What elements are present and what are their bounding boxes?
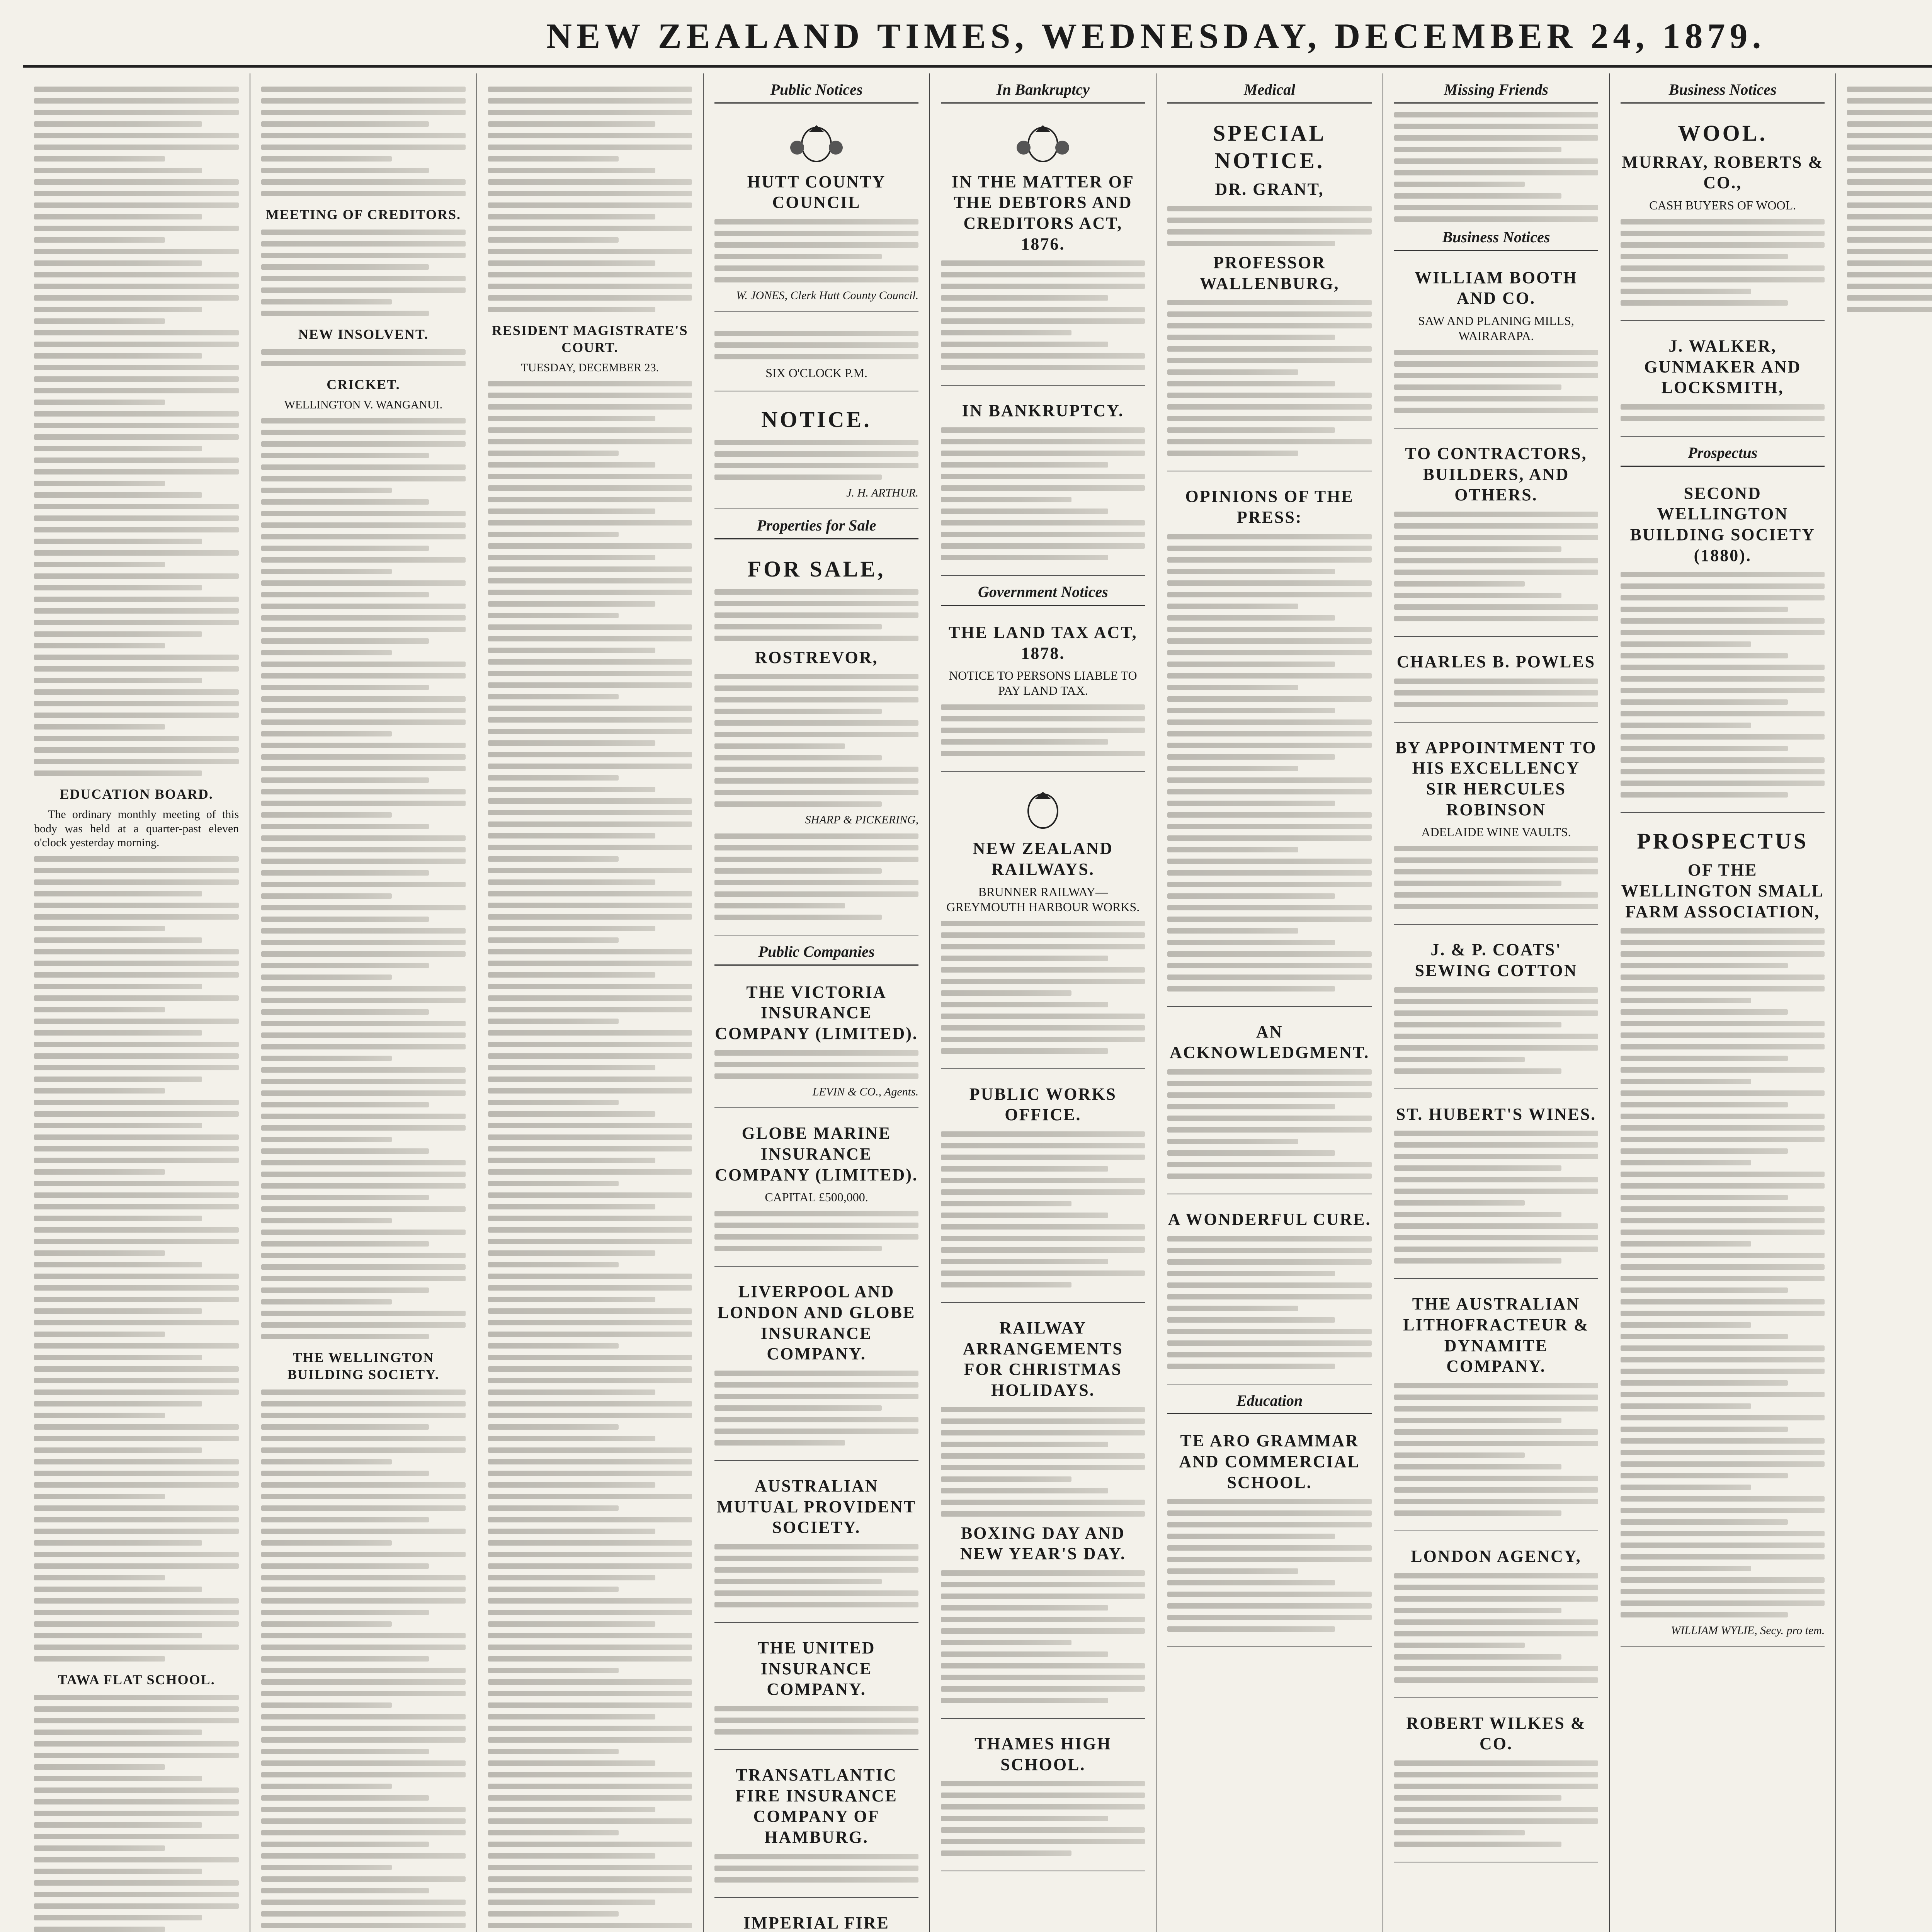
advert-walker-gunmaker xyxy=(1621,328,1825,437)
advert-title: AN ACKNOWLEDGMENT. xyxy=(1170,1022,1370,1062)
royal-crest-icon xyxy=(786,121,847,167)
advert-title: PROSPECTUS xyxy=(1637,828,1808,854)
text-block xyxy=(1394,112,1598,222)
text-block xyxy=(1394,1131,1598,1264)
advert-title: BY APPOINTMENT TO HIS EXCELLENCY SIR HERCULES ROBINSON xyxy=(1395,738,1597,819)
advert-title: SECOND WELLINGTON BUILDING SOCIETY (1880). xyxy=(1630,483,1816,565)
text-block xyxy=(261,418,465,1339)
advert-title: GLOBE MARINE INSURANCE COMPANY (LIMITED). xyxy=(715,1124,918,1184)
text-block xyxy=(1167,1236,1371,1369)
text-block xyxy=(34,87,239,776)
advert-signature: WILLIAM WYLIE, Secy. pro tem. xyxy=(1671,1624,1825,1637)
advert-globe-marine xyxy=(714,1115,918,1267)
text-block xyxy=(1167,1069,1371,1179)
advert-title: NOTICE. xyxy=(761,406,872,432)
advert-title: IN THE MATTER OF THE DEBTORS AND CREDITORS ACT, 1876. xyxy=(951,172,1134,253)
column-3 xyxy=(476,73,703,1932)
advert-bankruptcy-1 xyxy=(941,112,1145,386)
advert-notice xyxy=(714,398,918,509)
advert-title: TRANSATLANTIC FIRE INSURANCE COMPANY OF HAMBURG. xyxy=(735,1765,898,1847)
text-block xyxy=(488,381,692,1932)
advert-london-agency xyxy=(1394,1538,1598,1698)
advert-line: OF THE WELLINGTON SMALL FARM ASSOCIATION, xyxy=(1621,861,1824,921)
text-block xyxy=(1394,679,1598,707)
heading-meeting-of-creditors: MEETING OF CREDITORS. xyxy=(265,207,461,222)
text-block xyxy=(1167,300,1371,456)
text-block xyxy=(714,440,918,480)
advert-title: CHARLES B. POWLES xyxy=(1396,652,1596,672)
advert-title: IN BANKRUPTCY. xyxy=(962,401,1124,420)
column-1 xyxy=(23,73,250,1932)
advert-line: DR. GRANT, xyxy=(1215,180,1324,199)
text-block xyxy=(714,331,918,359)
text-block xyxy=(714,1854,918,1883)
advert-line: NOTICE TO PERSONS LIABLE TO PAY LAND TAX. xyxy=(949,668,1137,698)
advert-title: LONDON AGENCY, xyxy=(1411,1547,1582,1566)
section-public-notices: Public Notices xyxy=(714,80,918,104)
royal-crest-icon xyxy=(1012,787,1074,833)
text-block xyxy=(261,1389,465,1932)
masthead: NEW ZEALAND TIMES, WEDNESDAY, DECEMBER 24, 1879. xyxy=(546,16,1766,56)
advert-charles-powles xyxy=(1394,644,1598,723)
advert-nz-railways xyxy=(941,779,1145,1069)
advert-line: MURRAY, ROBERTS & CO., xyxy=(1622,152,1824,192)
text-block xyxy=(1394,350,1598,413)
column-2 xyxy=(250,73,476,1932)
advert-transatlantic xyxy=(714,1757,918,1898)
advert-line: CAPITAL £500,000. xyxy=(765,1190,868,1204)
text-block xyxy=(488,87,692,312)
text-block xyxy=(941,1570,1145,1703)
advert-coats-cotton xyxy=(1394,932,1598,1089)
text-block xyxy=(261,87,465,196)
text-block xyxy=(34,1695,239,1932)
advert-title: HUTT COUNTY COUNCIL xyxy=(747,172,886,212)
advert-australian-mutual xyxy=(714,1468,918,1623)
text-block xyxy=(714,1050,918,1079)
advert-lithofracteur xyxy=(1394,1286,1598,1531)
heading-building-society: THE WELLINGTON BUILDING SOCIETY. xyxy=(287,1350,439,1383)
text-block xyxy=(941,1407,1145,1517)
column-4 xyxy=(703,73,929,1932)
section-in-bankruptcy: In Bankruptcy xyxy=(941,80,1145,104)
advert-signature: W. JONES, Clerk Hutt County Council. xyxy=(736,289,919,302)
text-block xyxy=(714,1544,918,1607)
advert-title: ST. HUBERT'S WINES. xyxy=(1396,1104,1597,1124)
section-education: Education xyxy=(1167,1391,1371,1415)
advert-land-tax xyxy=(941,614,1145,772)
advert-signature: SHARP & PICKERING, xyxy=(805,813,919,827)
text-block xyxy=(1621,404,1825,421)
text-block xyxy=(1167,1499,1371,1632)
section-public-companies: Public Companies xyxy=(714,942,918,966)
column-9 xyxy=(1835,73,1932,1932)
text-block xyxy=(1394,1383,1598,1516)
advert-signature: J. H. ARTHUR. xyxy=(846,486,919,499)
advert-title: ROBERT WILKES & CO. xyxy=(1406,1713,1586,1753)
advert-title: PUBLIC WORKS OFFICE. xyxy=(969,1084,1117,1124)
advert-hutt-county xyxy=(714,112,918,312)
text-block xyxy=(941,1781,1145,1856)
text-block xyxy=(941,1131,1145,1287)
subheading-cricket-match: WELLINGTON V. WANGANUI. xyxy=(284,398,443,411)
advert-title: FOR SALE, xyxy=(747,556,886,582)
text-block xyxy=(941,704,1145,756)
advert-united-insurance xyxy=(714,1630,918,1750)
text-block xyxy=(714,589,918,641)
heading-education-board: EDUCATION BOARD. xyxy=(60,786,213,802)
advert-title: THE UNITED INSURANCE COMPANY. xyxy=(757,1638,876,1699)
text-block xyxy=(714,1211,918,1251)
text-block xyxy=(1167,534,1371,992)
advert-robert-wilkes xyxy=(1394,1705,1598,1862)
section-business-notices: Business Notices xyxy=(1394,228,1598,251)
advert-te-aro-school xyxy=(1167,1423,1371,1647)
advert-title: TE ARO GRAMMAR AND COMMERCIAL SCHOOL. xyxy=(1179,1431,1360,1492)
advert-title: WOOL. xyxy=(1678,120,1767,146)
advert-title: A WONDERFUL CURE. xyxy=(1168,1210,1371,1229)
column-7 xyxy=(1383,73,1609,1932)
column-6 xyxy=(1156,73,1382,1932)
advert-title: AUSTRALIAN MUTUAL PROVIDENT SOCIETY. xyxy=(716,1476,917,1537)
advert-title: THAMES HIGH SCHOOL. xyxy=(975,1734,1112,1774)
advert-title: IMPERIAL FIRE xyxy=(743,1913,889,1932)
text-block xyxy=(1621,928,1825,1617)
advert-drapers xyxy=(714,319,918,391)
section-medical: Medical xyxy=(1167,80,1371,104)
text-block xyxy=(1394,1573,1598,1683)
advert-line: PROFESSOR WALLENBURG, xyxy=(1199,253,1340,293)
text-block xyxy=(1621,572,1825,798)
heading-magistrates-court: RESIDENT MAGISTRATE'S COURT. xyxy=(492,323,688,355)
text-block xyxy=(714,1371,918,1446)
text-block xyxy=(1394,1760,1598,1847)
advert-title: THE VICTORIA INSURANCE COMPANY (LIMITED). xyxy=(715,982,918,1043)
advert-bankruptcy-2 xyxy=(941,393,1145,576)
text-block xyxy=(714,674,918,807)
advert-wonderful-cure xyxy=(1167,1201,1371,1384)
text-block xyxy=(1394,846,1598,909)
text-block xyxy=(1847,87,1932,312)
advert-title: RAILWAY ARRANGEMENTS FOR CHRISTMAS HOLIDAYS. xyxy=(963,1318,1123,1400)
text-block xyxy=(714,219,918,282)
advert-title: J. WALKER, GUNMAKER AND LOCKSMITH, xyxy=(1644,336,1801,397)
advert-title: THE AUSTRALIAN LITHOFRACTEUR & DYNAMITE COMPANY. xyxy=(1403,1294,1589,1376)
text-block xyxy=(941,260,1145,370)
advert-wool xyxy=(1621,112,1825,321)
text-block xyxy=(1394,987,1598,1074)
advert-signature: LEVIN & CO., Agents. xyxy=(812,1085,919,1098)
text-block xyxy=(941,921,1145,1054)
heading-tawa-flat-school: TAWA FLAT SCHOOL. xyxy=(58,1672,215,1687)
page-columns xyxy=(23,73,1932,1932)
subheading-court-date: TUESDAY, DECEMBER 23. xyxy=(521,361,659,374)
advert-for-sale xyxy=(714,548,918,935)
text-block xyxy=(261,349,465,366)
advert-railway-arrangements xyxy=(941,1310,1145,1719)
advert-william-booth xyxy=(1394,260,1598,429)
text-block xyxy=(1167,206,1371,246)
advert-public-works xyxy=(941,1076,1145,1303)
royal-crest-icon xyxy=(1012,121,1074,167)
advert-title: SPECIAL NOTICE. xyxy=(1213,120,1327,173)
advert-title: NEW ZEALAND RAILWAYS. xyxy=(973,839,1114,879)
advert-liverpool-london xyxy=(714,1274,918,1461)
advert-title: J. & P. COATS' SEWING COTTON xyxy=(1415,940,1578,980)
advert-acknowledgment xyxy=(1167,1014,1371,1194)
advert-title: THE LAND TAX ACT, 1878. xyxy=(949,622,1138,663)
advert-opinions-press xyxy=(1167,478,1371,1007)
advert-st-huberts xyxy=(1394,1096,1598,1279)
section-government-notices: Government Notices xyxy=(941,583,1145,606)
section-prospectus: Prospectus xyxy=(1621,444,1825,467)
advert-thames-high-school xyxy=(941,1726,1145,1871)
text-block xyxy=(1621,219,1825,306)
advert-title: OPINIONS OF THE PRESS: xyxy=(1185,487,1354,527)
section-business-notices: Business Notices xyxy=(1621,80,1825,104)
advert-line: SIX O'CLOCK P.M. xyxy=(765,366,867,380)
section-properties-for-sale: Properties for Sale xyxy=(714,516,918,539)
advert-line: ADELAIDE WINE VAULTS. xyxy=(1421,825,1571,839)
advert-line: ROSTREVOR, xyxy=(755,648,878,667)
advert-subtitle: BOXING DAY AND NEW YEAR'S DAY. xyxy=(960,1523,1126,1563)
advert-adelaide-wine xyxy=(1394,730,1598,925)
section-missing-friends: Missing Friends xyxy=(1394,80,1598,104)
column-5 xyxy=(929,73,1156,1932)
advert-victoria-insurance xyxy=(714,974,918,1109)
paragraph: The ordinary monthly meeting of this body was held at a quarter-past eleven o'clock yesterday morning. xyxy=(34,808,239,849)
advert-imperial-fire xyxy=(714,1905,918,1932)
advert-title: TO CONTRACTORS, BUILDERS, AND OTHERS. xyxy=(1405,444,1587,505)
advert-line: BRUNNER RAILWAY—GREYMOUTH HARBOUR WORKS. xyxy=(946,884,1140,914)
text-block xyxy=(261,230,465,316)
advert-title: WILLIAM BOOTH AND CO. xyxy=(1415,268,1578,308)
masthead-rule xyxy=(23,65,1932,68)
advert-contractors xyxy=(1394,435,1598,637)
column-8 xyxy=(1609,73,1835,1932)
advert-subline: CASH BUYERS OF WOOL. xyxy=(1649,198,1796,212)
advert-small-farm xyxy=(1621,820,1825,1647)
text-block xyxy=(941,427,1145,560)
text-block xyxy=(714,1706,918,1735)
text-block xyxy=(714,833,918,920)
text-block xyxy=(34,856,239,1662)
heading-cricket: CRICKET. xyxy=(327,376,400,392)
text-block xyxy=(1394,512,1598,621)
advert-line: SAW AND PLANING MILLS, WAIRARAPA. xyxy=(1418,313,1574,343)
heading-new-insolvent: NEW INSOLVENT. xyxy=(298,326,429,342)
advert-special-notice xyxy=(1167,112,1371,472)
advert-building-society xyxy=(1621,475,1825,813)
advert-title: LIVERPOOL AND LONDON AND GLOBE INSURANCE COMPANY. xyxy=(717,1282,916,1364)
